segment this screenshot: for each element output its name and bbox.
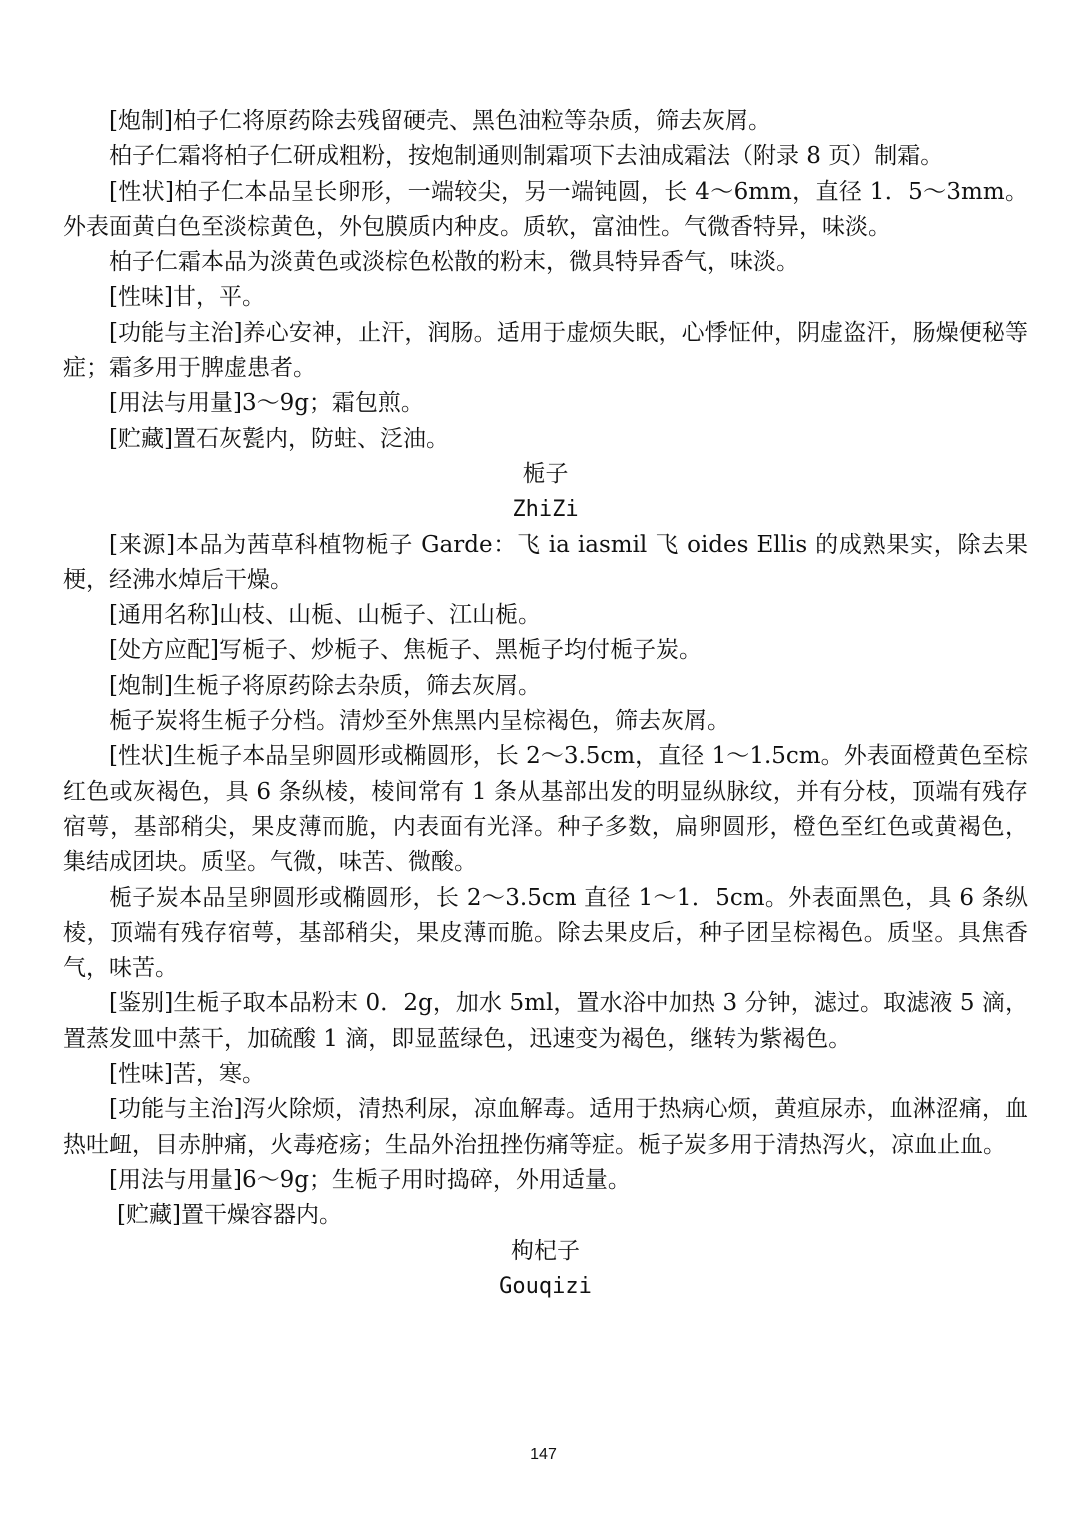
paragraph-baiziren-shuang-xingzhuang: 柏子仁霜本品为淡黄色或淡棕色松散的粉末，微具特异香气，味淡。	[109, 249, 799, 276]
entry-title-zhizi: 栀子	[522, 460, 569, 487]
paragraph-zhucang-zhizi: [贮藏]置干燥容器内。	[117, 1202, 342, 1229]
paragraph-paozhi-baiziren: [炮制]柏子仁将原药除去残留硬壳、黑色油粒等杂质，筛去灰屑。	[109, 108, 771, 134]
paragraph-xingzhuang-baiziren: [性状]柏子仁本品呈长卵形，一端较尖，另一端钝圆，长 4～6mm，直径 1．5～3mm。外表面黄白色至淡棕黄色，外包膜质内种皮。质软，富油性。气微香特异，味淡。	[63, 178, 1028, 240]
paragraph-tongyong-mingcheng: [通用名称]山枝、山栀、山栀子、江山栀。	[109, 602, 541, 629]
paragraph-xingwei-baiziren: [性味]甘，平。	[109, 284, 265, 311]
paragraph-xingzhuang-zhizi: [性状]生栀子本品呈卵圆形或椭圆形，长 2～3.5cm，直径 1～1.5cm。外表面橙黄色至棕红色或灰褐色，具 6 条纵棱，棱间常有 1 条从基部出发的明显纵脉纹，并有分枝，顶端有残存宿萼，基部稍尖，果皮薄而脆，内表面有光泽。种子多数，扁卵圆形，橙色至红色或黄褐色，集结成团块。质坚。气微，味苦、微酸。	[63, 743, 1028, 876]
paragraph-jianbie-zhizi: [鉴别]生栀子取本品粉末 0．2g，加水 5ml，置水浴中加热 3 分钟，滤过。取滤液 5 滴，置蒸发皿中蒸干，加硫酸 1 滴，即显蓝绿色，迅速变为褐色，继转为紫褐色。	[63, 990, 1028, 1052]
page-content	[63, 104, 1028, 1304]
paragraph-zhucang-baiziren: [贮藏]置石灰甏内，防蛀、泛油。	[109, 425, 449, 452]
paragraph-gongneng-baiziren: [功能与主治]养心安神，止汗，润肠。适用于虚烦失眠，心悸怔仲，阴虚盗汗，肠燥便秘等症；霜多用于脾虚患者。	[63, 319, 1028, 382]
paragraph-yongfa-baiziren: [用法与用量]3～9g；霜包煎。	[109, 390, 424, 417]
paragraph-yongfa-zhizi: [用法与用量]6～9g；生栀子用时捣碎，外用适量。	[109, 1166, 631, 1193]
page-number: 147	[530, 1446, 557, 1463]
paragraph-zhizi-tan: 栀子炭将生栀子分档。清炒至外焦黑内呈棕褐色，筛去灰屑。	[109, 708, 730, 735]
paragraph-baiziren-shuang: 柏子仁霜将柏子仁研成粗粉，按炮制通则制霜项下去油成霜法（附录 8 页）制霜。	[109, 143, 944, 170]
entry-title-gouqizi: 枸杞子	[511, 1237, 580, 1264]
paragraph-chufang-yingpei: [处方应配]写栀子、炒栀子、焦栀子、黑栀子均付栀子炭。	[109, 637, 702, 664]
paragraph-laiyuan-zhizi: [来源]本品为茜草科植物栀子 Garde：飞 ia iasmil 飞 oides Ellis 的成熟果实，除去果梗，经沸水焯后干燥。	[63, 531, 1028, 593]
entry-pinyin-gouqizi: Gouqizi	[499, 1273, 592, 1299]
paragraph-zhizi-tan-xingzhuang: 栀子炭本品呈卵圆形或椭圆形，长 2～3.5cm 直径 1～1．5cm。外表面黑色，具 6 条纵棱，顶端有残存宿萼，基部稍尖，果皮薄而脆。除去果皮后，种子团呈棕褐色。质坚。具焦香气，味苦。	[63, 884, 1028, 982]
paragraph-xingwei-zhizi: [性味]苦，寒。	[109, 1061, 265, 1088]
paragraph-paozhi-zhizi: [炮制]生栀子将原药除去杂质，筛去灰屑。	[109, 672, 541, 699]
paragraph-gongneng-zhizi: [功能与主治]泻火除烦，清热利尿，凉血解毒。适用于热病心烦，黄疸尿赤，血淋涩痛，血热吐衄，目赤肿痛，火毒疮疡；生品外治扭挫伤痛等症。栀子炭多用于清热泻火，凉血止血。	[63, 1096, 1028, 1158]
entry-pinyin-zhizi: ZhiZi	[512, 497, 579, 523]
